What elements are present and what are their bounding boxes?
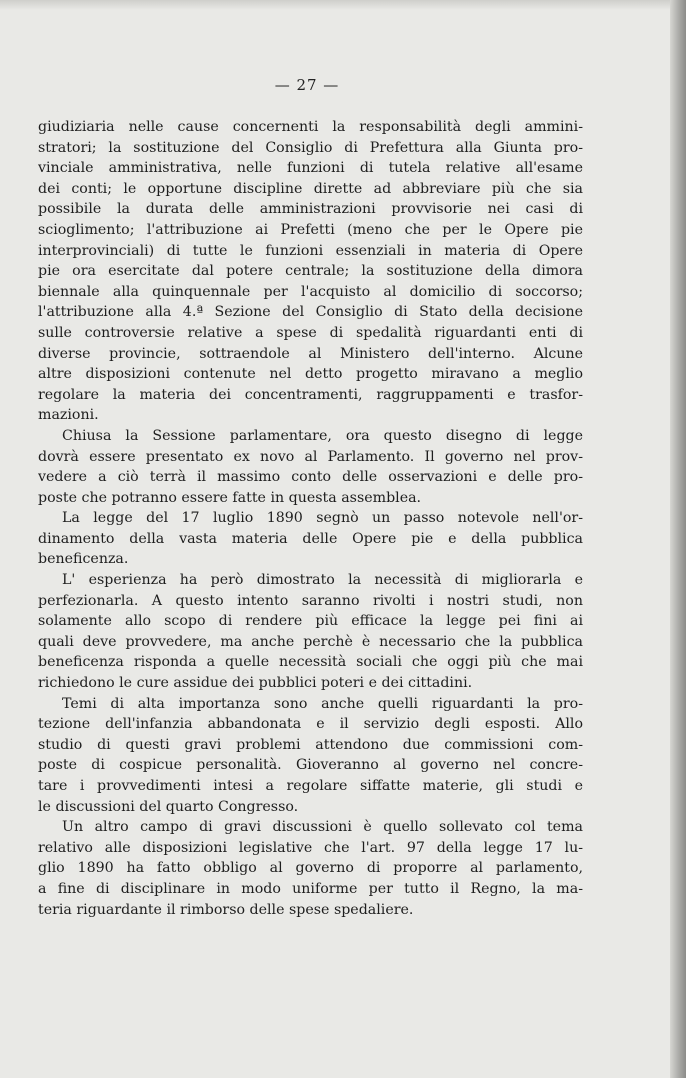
text-line: vedere a ciò terrà il massimo conto delle osservazioni e delle pro- <box>38 469 583 486</box>
page-number: — 27 — <box>274 76 340 94</box>
text-line: studio di questi gravi problemi attendono due commissioni com- <box>38 736 583 753</box>
text-line: beneficenza. <box>38 551 129 568</box>
text-line: solamente allo scopo di rendere più efficace la legge pei fini ai <box>38 613 583 630</box>
text-line: Un altro campo di gravi discussioni è quello sollevato col tema <box>62 819 583 836</box>
text-line: relativo alle disposizioni legislative che l'art. 97 della legge 17 lu- <box>38 839 583 856</box>
text-line: l'attribuzione alla 4.ª Sezione del Consiglio di Stato della decisione <box>38 304 583 321</box>
text-line: beneficenza risponda a quelle necessità sociali che oggi più che mai <box>38 654 583 671</box>
scan-edge-top <box>0 0 686 10</box>
text-line: perfezionarla. A questo intento saranno rivolti i nostri studi, non <box>38 592 583 609</box>
text-line: scioglimento; l'attribuzione ai Prefetti (meno che per le Opere pie <box>38 221 583 238</box>
body-text <box>38 117 583 920</box>
text-line: sulle controversie relative a spese di spedalità riguardanti enti di <box>38 324 583 341</box>
text-line: La legge del 17 luglio 1890 segnò un passo notevole nell'or- <box>62 510 583 527</box>
text-line: giudiziaria nelle cause concernenti la responsabilità degli ammini- <box>38 119 583 135</box>
text-line: biennale alla quinquennale per l'acquisto al domicilio di soccorso; <box>38 283 583 300</box>
text-line: teria riguardante il rimborso delle spese spedaliere. <box>38 901 414 918</box>
text-line: tezione dell'infanzia abbandonata e il servizio degli esposti. Allo <box>38 716 583 733</box>
text-line: Temi di alta importanza sono anche quelli riguardanti la pro- <box>62 695 583 712</box>
scan-edge-right <box>670 0 686 1078</box>
text-line: richiedono le cure assidue dei pubblici poteri e dei cittadini. <box>38 675 473 692</box>
text-line: altre disposizioni contenute nel detto progetto miravano a meglio <box>38 366 583 383</box>
text-line: glio 1890 ha fatto obbligo al governo di proporre al parlamento, <box>38 860 583 877</box>
text-line: dovrà essere presentato ex novo al Parlamento. Il governo nel prov- <box>38 448 583 465</box>
text-line: poste che potranno essere fatte in questa assemblea. <box>38 489 422 506</box>
text-line: L' esperienza ha però dimostrato la necessità di migliorarla e <box>62 572 583 589</box>
text-line: mazioni. <box>38 407 99 424</box>
text-line: dei conti; le opportune discipline dirette ad abbreviare più che sia <box>38 180 583 197</box>
text-line: poste di cospicue personalità. Gioveranno al governo nel concre- <box>38 757 583 774</box>
text-line: pie ora esercitate dal potere centrale; la sostituzione della dimora <box>38 263 583 280</box>
text-line: a fine di disciplinare in modo uniforme per tutto il Regno, la ma- <box>38 880 583 897</box>
text-line: diverse provincie, sottraendole al Ministero dell'interno. Alcune <box>38 345 583 362</box>
text-line: Chiusa la Sessione parlamentare, ora questo disegno di legge <box>62 427 583 444</box>
text-line: vinciale amministrativa, nelle funzioni di tutela relative all'esame <box>38 160 583 177</box>
text-line: quali deve provvedere, ma anche perchè è necessario che la pubblica <box>38 633 583 650</box>
text-line: possibile la durata delle amministrazioni provvisorie nei casi di <box>38 201 583 218</box>
text-line: interprovinciali) di tutte le funzioni essenziali in materia di Opere <box>38 242 583 259</box>
text-line: dinamento della vasta materia delle Opere pie e della pubblica <box>38 530 583 547</box>
text-line: le discussioni del quarto Congresso. <box>38 798 299 815</box>
text-line: stratori; la sostituzione del Consiglio di Prefettura alla Giunta pro- <box>38 139 583 156</box>
text-line: regolare la materia dei concentramenti, raggruppamenti e trasfor- <box>38 386 583 403</box>
text-line: tare i provvedimenti intesi a regolare siffatte materie, gli studi e <box>38 778 583 794</box>
